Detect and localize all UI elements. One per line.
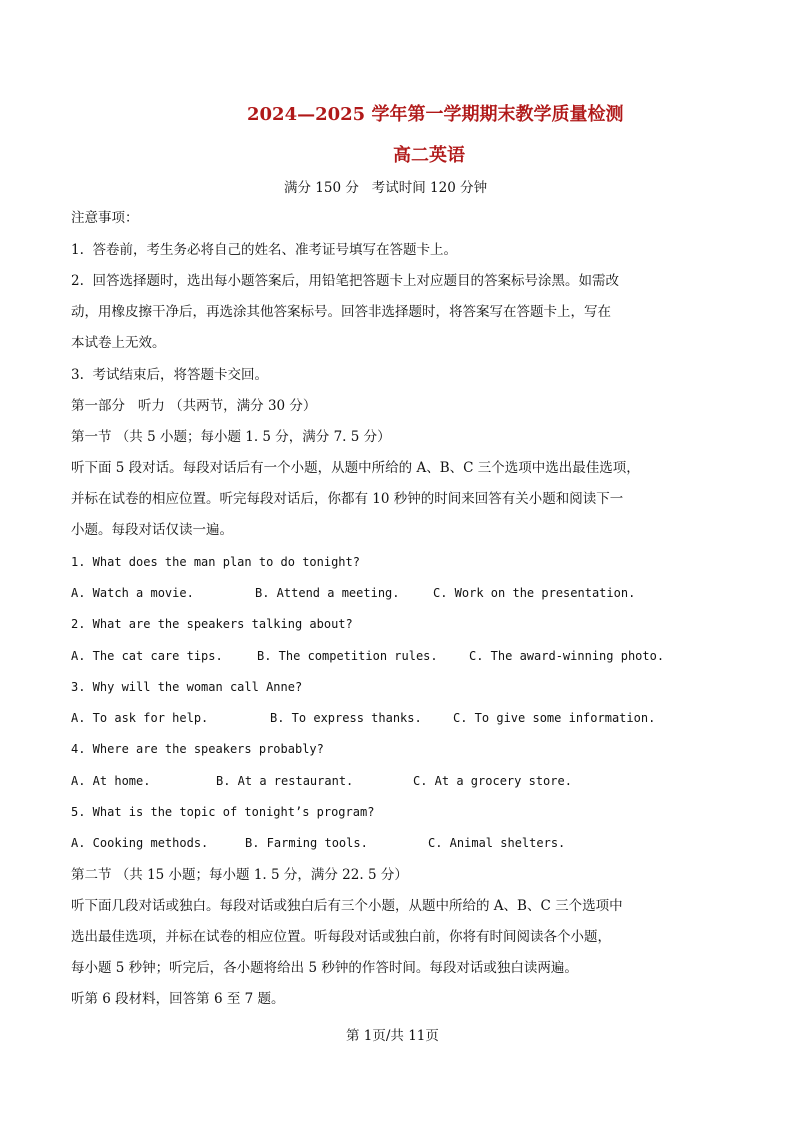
question-1-option-a: A. Watch a movie. [71, 586, 194, 600]
section1-instruction-line-1: 听下面 5 段对话。每段对话后有一个小题，从题中所给的 A、B、C 三个选项中选出最佳选项， [71, 460, 640, 476]
question-2-option-a: A. The cat care tips. [71, 649, 223, 663]
question-4-option-c: C. At a grocery store. [413, 774, 572, 788]
question-5-option-c: C. Animal shelters. [428, 836, 566, 850]
question-3-option-b: B. To express thanks. [270, 711, 422, 725]
section2-heading: 第二节 （共 15 小题；每小题 1. 5 分，满分 22. 5 分） [71, 867, 408, 883]
question-1-option-c: C. Work on the presentation. [433, 586, 636, 600]
question-2-option-c: C. The award-winning photo. [469, 649, 665, 663]
question-3-option-a: A. To ask for help. [71, 711, 209, 725]
section1-instruction-line-3: 小题。每段对话仅读一遍。 [71, 522, 233, 538]
note-item-2-line-2: 动，用橡皮擦干净后，再选涂其他答案标号。回答非选择题时，将答案写在答题卡上，写在 [71, 304, 611, 320]
page-number: 第 1页/共 11页 [346, 1028, 439, 1044]
question-5-stem: 5. What is the topic of tonight’s program? [71, 805, 375, 819]
question-2-option-b: B. The competition rules. [257, 649, 438, 663]
question-2-stem: 2. What are the speakers talking about? [71, 617, 353, 631]
part1-heading: 第一部分 听力 （共两节，满分 30 分） [71, 398, 317, 414]
section1-heading: 第一节 （共 5 小题；每小题 1. 5 分，满分 7. 5 分） [71, 429, 391, 445]
question-4-stem: 4. Where are the speakers probably? [71, 742, 324, 756]
notes-heading: 注意事项： [71, 210, 139, 226]
note-item-3: 3. 考试结束后，将答题卡交回。 [71, 367, 268, 383]
section2-instruction-line-1: 听下面几段对话或独白。每段对话或独白后有三个小题，从题中所给的 A、B、C 三个选项中 [71, 898, 623, 914]
note-item-2-line-3: 本试卷上无效。 [71, 335, 166, 351]
note-item-1: 1. 答卷前，考生务必将自己的姓名、准考证号填写在答题卡上。 [71, 242, 457, 258]
question-4-option-a: A. At home. [71, 774, 151, 788]
question-1-option-b: B. Attend a meeting. [255, 586, 400, 600]
question-3-stem: 3. Why will the woman call Anne? [71, 680, 303, 694]
exam-subtitle: 高二英语 [393, 145, 465, 166]
question-5-option-a: A. Cooking methods. [71, 836, 209, 850]
material-6-instruction: 听第 6 段材料，回答第 6 至 7 题。 [71, 991, 285, 1007]
question-1-stem: 1. What does the man plan to do tonight? [71, 555, 360, 569]
section2-instruction-line-3: 每小题 5 秒钟；听完后，各小题将给出 5 秒钟的作答时间。每段对话或独白读两遍。 [71, 960, 578, 976]
section1-instruction-line-2: 并标在试卷的相应位置。听完每段对话后，你都有 10 秒钟的时间来回答有关小题和阅读下一 [71, 491, 624, 507]
exam-title: 2024—2025 学年第一学期期末教学质量检测 [247, 104, 624, 125]
exam-info: 满分 150 分 考试时间 120 分钟 [284, 180, 488, 196]
section2-instruction-line-2: 选出最佳选项，并标在试卷的相应位置。听每段对话或独白前，你将有时间阅读各个小题， [71, 929, 611, 945]
note-item-2-line-1: 2. 回答选择题时，选出每小题答案后，用铅笔把答题卡上对应题目的答案标号涂黑。如需改 [71, 273, 619, 289]
question-3-option-c: C. To give some information. [453, 711, 656, 725]
question-4-option-b: B. At a restaurant. [216, 774, 354, 788]
question-5-option-b: B. Farming tools. [245, 836, 368, 850]
